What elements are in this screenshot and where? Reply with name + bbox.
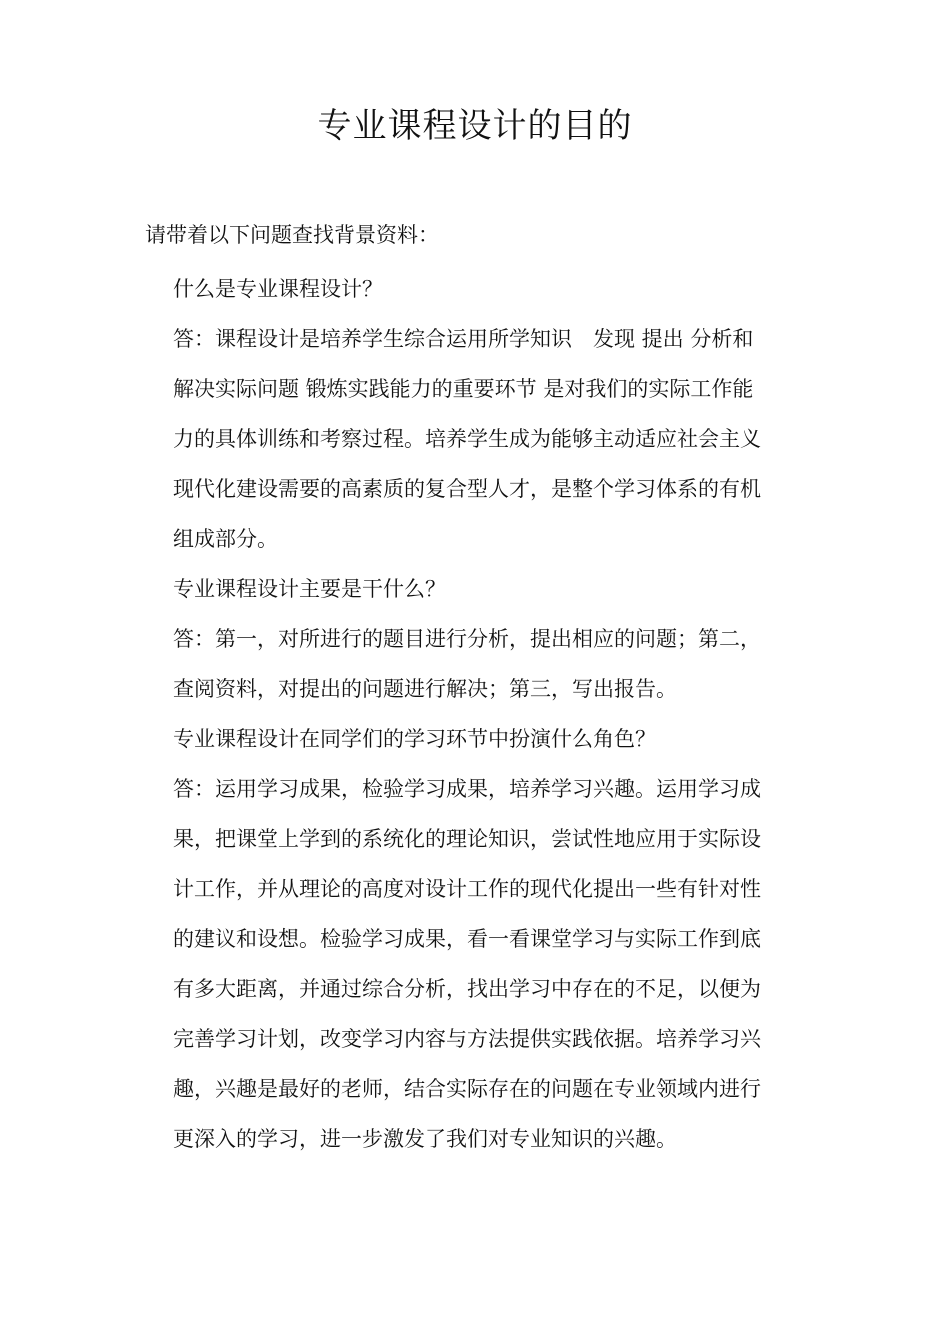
body-line: 计工作，并从理论的高度对设计工作的现代化提出一些有针对性 — [173, 877, 761, 901]
body-line: 更深入的学习，进一步激发了我们对专业知识的兴趣。 — [173, 1127, 677, 1151]
document-title: 专业课程设计的目的 — [317, 106, 633, 146]
body-line: 完善学习计划，改变学习内容与方法提供实践依据。培养学习兴 — [173, 1027, 761, 1051]
body-line: 有多大距离，并通过综合分析，找出学习中存在的不足，以便为 — [173, 977, 761, 1001]
body-line: 答：第一，对所进行的题目进行分析，提出相应的问题；第二， — [173, 627, 761, 651]
body-line: 答：运用学习成果，检验学习成果，培养学习兴趣。运用学习成 — [173, 777, 761, 801]
document-body — [173, 264, 813, 1164]
body-line: 什么是专业课程设计？ — [173, 277, 383, 301]
intro-line: 请带着以下问题查找背景资料： — [145, 223, 439, 247]
body-line: 趣，兴趣是最好的老师，结合实际存在的问题在专业领域内进行 — [173, 1077, 761, 1101]
body-line: 现代化建设需要的高素质的复合型人才，是整个学习体系的有机 — [173, 477, 761, 501]
body-line: 力的具体训练和考察过程。培养学生成为能够主动适应社会主义 — [173, 427, 761, 451]
body-line: 的建议和设想。检验学习成果，看一看课堂学习与实际工作到底 — [173, 927, 761, 951]
body-line: 组成部分。 — [173, 527, 278, 551]
body-line: 专业课程设计主要是干什么？ — [173, 577, 446, 601]
body-line: 果，把课堂上学到的系统化的理论知识，尝试性地应用于实际设 — [173, 827, 761, 851]
body-line: 解决实际问题 锻炼实践能力的重要环节 是对我们的实际工作能 — [173, 377, 754, 401]
body-line: 查阅资料，对提出的问题进行解决；第三，写出报告。 — [173, 677, 677, 701]
body-line: 答：课程设计是培养学生综合运用所学知识 发现 提出 分析和 — [173, 327, 754, 351]
body-line: 专业课程设计在同学们的学习环节中扮演什么角色？ — [173, 727, 656, 751]
